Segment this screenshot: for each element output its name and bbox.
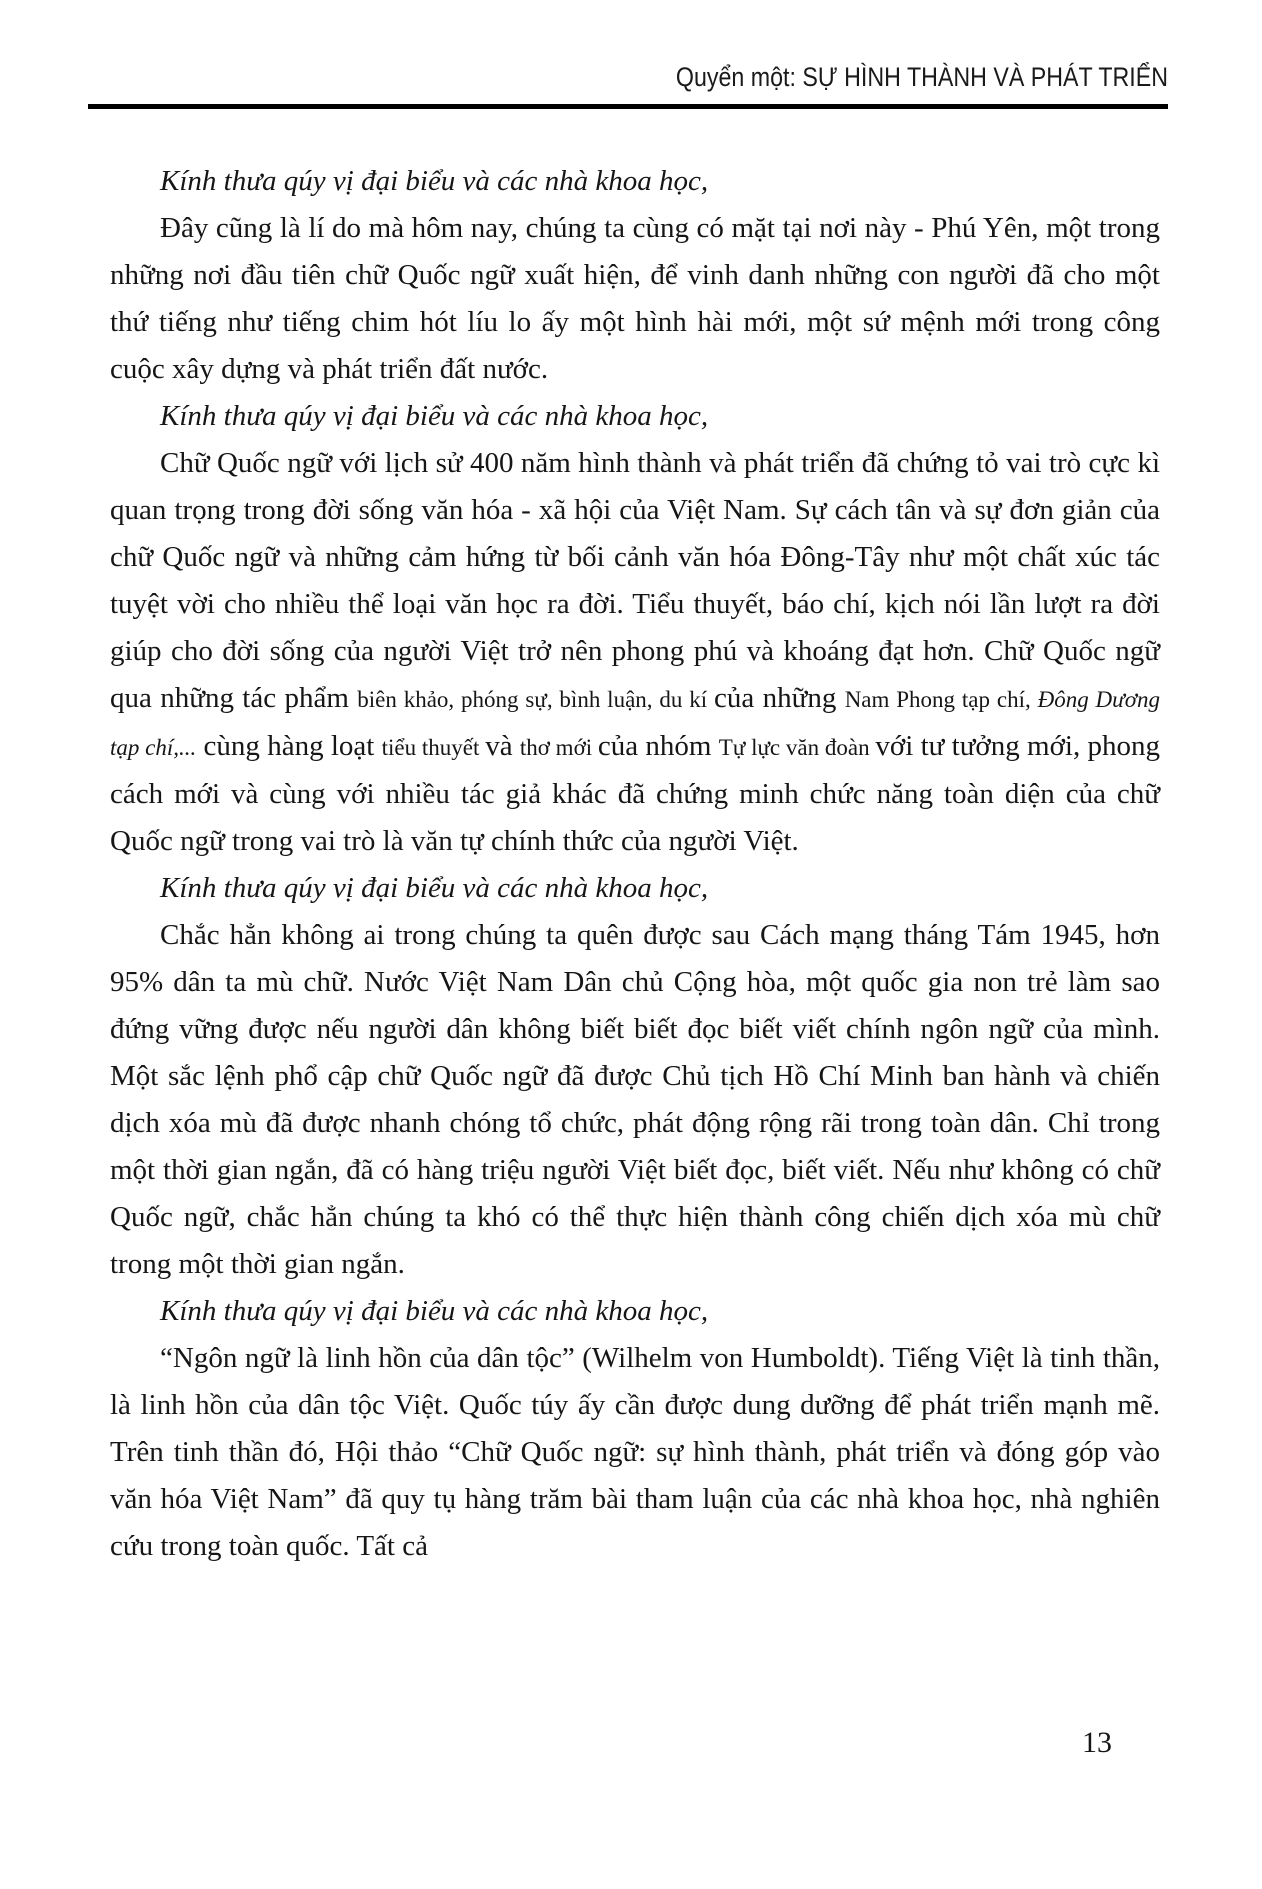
p2-small-tieu-thuyet: tiểu thuyết: [381, 735, 486, 760]
paragraph-1: Đây cũng là lí do mà hôm nay, chúng ta cùng có mặt tại nơi này - Phú Yên, một trong những nơi đầu tiên chữ Quốc ngữ xuất hiện, để vinh danh những con người đã cho một thứ tiếng như tiếng chim hót líu lo ấy một hình hài mới, một sứ mệnh mới trong công cuộc xây dựng và phát triển đất nước.: [110, 212, 1160, 385]
salutation-line-1: Kính thưa qúy vị đại biểu và các nhà khoa học,: [160, 165, 709, 197]
paragraph-4: “Ngôn ngữ là linh hồn của dân tộc” (Wilhelm von Humboldt). Tiếng Việt là tinh thần, là linh hồn của dân tộc Việt. Quốc túy ấy cần được dung dưỡng để phát triển mạnh mẽ. Trên tinh thần đó, Hội thảo “Chữ Quốc ngữ: sự hình thành, phát triển và đóng góp vào văn hóa Việt Nam” đã quy tụ hàng trăm bài tham luận của các nhà khoa học, nhà nghiên cứu trong toàn quốc. Tất cả: [110, 1342, 1160, 1562]
p2-normal-2: của những: [714, 682, 845, 714]
salutation-line-2: Kính thưa qúy vị đại biểu và các nhà khoa học,: [160, 400, 709, 432]
p2-normal-1: Chữ Quốc ngữ với lịch sử 400 năm hình thành và phát triển đã chứng tỏ vai trò cực kì quan trọng trong đời sống văn hóa - xã hội của Việt Nam. Sự cách tân và sự đơn giản của chữ Quốc ngữ và những cảm hứng từ bối cảnh văn hóa Đông-Tây như một chất xúc tác tuyệt vời cho nhiều thể loại văn học ra đời. Tiểu thuyết, báo chí, kịch nói lần lượt ra đời giúp cho đời sống của người Việt trở nên phong phú và khoáng đạt hơn. Chữ Quốc ngữ qua những tác phẩm: [110, 447, 1160, 714]
page-number: 13: [1082, 1726, 1112, 1759]
p2-small-tho-moi: thơ mới: [519, 735, 598, 760]
p2-small-nam-phong: Nam Phong tạp chí,: [844, 687, 1038, 712]
p2-normal-3: cùng hàng loạt: [196, 730, 382, 762]
p2-normal-4: và: [485, 730, 520, 762]
p2-normal-5: của nhóm: [597, 730, 719, 762]
p2-normal-6: với tư tưởng mới, phong cách mới và cùng với nhiều tác giả khác đã chứng minh chức năng toàn diện của chữ Quốc ngữ trong vai trò là văn tự chính thức của người Việt.: [110, 730, 1161, 857]
running-title: Quyển một: SỰ HÌNH THÀNH VÀ PHÁT TRIỂN: [675, 62, 1168, 92]
page-body: [110, 158, 1160, 1570]
paragraph-3: Chắc hẳn không ai trong chúng ta quên được sau Cách mạng tháng Tám 1945, hơn 95% dân ta mù chữ. Nước Việt Nam Dân chủ Cộng hòa, một quốc gia non trẻ làm sao đứng vững được nếu người dân không biết biết đọc biết viết chính ngôn ngữ của mình. Một sắc lệnh phổ cập chữ Quốc ngữ đã được Chủ tịch Hồ Chí Minh ban hành và chiến dịch xóa mù đã được nhanh chóng tổ chức, phát động rộng rãi trong toàn dân. Chỉ trong một thời gian ngắn, đã có hàng triệu người Việt biết đọc, biết viết. Nếu như không có chữ Quốc ngữ, chắc hẳn chúng ta khó có thể thực hiện thành công chiến dịch xóa mù chữ trong một thời gian ngắn.: [110, 919, 1160, 1280]
header-rule: [88, 104, 1168, 109]
salutation-line-4: Kính thưa qúy vị đại biểu và các nhà khoa học,: [160, 1295, 709, 1327]
salutation-line-3: Kính thưa qúy vị đại biểu và các nhà khoa học,: [160, 872, 709, 904]
p2-small-tu-luc-van-doan: Tự lực văn đoàn: [718, 735, 876, 760]
p2-italic-dong-duong: Đông Dương tạp chí,...: [110, 687, 1160, 760]
p2-small-genres: biên khảo, phóng sự, bình luận, du kí: [357, 687, 714, 712]
paragraph-2: [110, 440, 1160, 865]
